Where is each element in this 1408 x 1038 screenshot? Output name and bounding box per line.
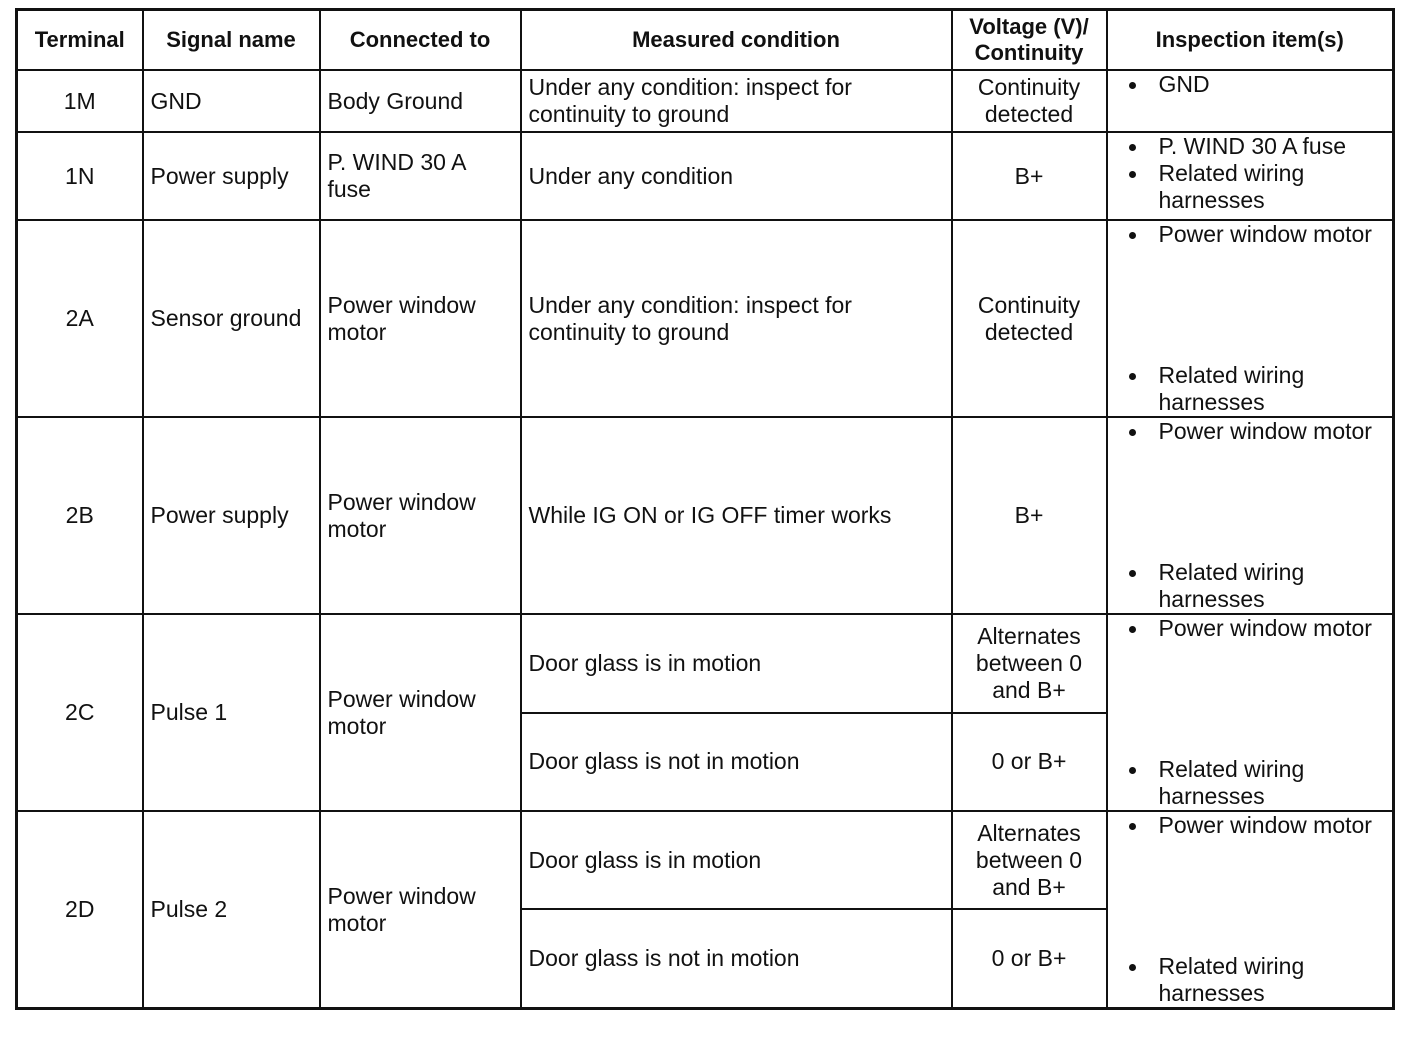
- bullet-icon: [1129, 171, 1136, 178]
- header-voltage-continuity: Voltage (V)/ Continuity: [952, 10, 1107, 71]
- inspection-cell: [1107, 220, 1394, 417]
- bullet-icon: [1129, 570, 1136, 577]
- header-measured-condition: Measured condition: [521, 10, 952, 71]
- inspection-item: Power window motor: [1115, 418, 1386, 445]
- inspection-cell: [1107, 70, 1394, 132]
- voltage-cell: 0 or B+: [952, 909, 1107, 1008]
- inspection-cell: [1107, 811, 1394, 1009]
- connected-cell: Power window motor: [320, 220, 521, 417]
- terminal-cell: 2C: [17, 614, 143, 811]
- signal-cell: Power supply: [143, 132, 320, 220]
- condition-cell: Under any condition: [521, 132, 952, 220]
- terminal-cell: 2A: [17, 220, 143, 417]
- inspection-item: P. WIND 30 A fuse: [1115, 133, 1386, 160]
- table-row: [17, 811, 1394, 909]
- condition-cell: Door glass is in motion: [521, 811, 952, 909]
- connected-cell: Power window motor: [320, 417, 521, 614]
- inspection-item: Related wiring harnesses: [1115, 756, 1386, 810]
- header-terminal: Terminal: [17, 10, 143, 71]
- inspection-item: Power window motor: [1115, 812, 1386, 839]
- header-row: [17, 10, 1394, 71]
- bullet-icon: [1129, 626, 1136, 633]
- connected-cell: Power window motor: [320, 614, 521, 811]
- inspection-item: Power window motor: [1115, 221, 1386, 248]
- table-row: [17, 220, 1394, 417]
- signal-cell: Sensor ground: [143, 220, 320, 417]
- inspection-item: Related wiring harnesses: [1115, 362, 1386, 416]
- header-inspection-items: Inspection item(s): [1107, 10, 1394, 71]
- bullet-icon: [1129, 373, 1136, 380]
- voltage-cell: Continuity detected: [952, 220, 1107, 417]
- condition-cell: While IG ON or IG OFF timer works: [521, 417, 952, 614]
- header-signal-name: Signal name: [143, 10, 320, 71]
- inspection-cell: [1107, 614, 1394, 811]
- bullet-icon: [1129, 82, 1136, 89]
- inspection-item: GND: [1115, 71, 1386, 98]
- terminal-spec-table: [15, 8, 1395, 1010]
- bullet-icon: [1129, 429, 1136, 436]
- condition-cell: Door glass is not in motion: [521, 909, 952, 1008]
- connected-cell: Body Ground: [320, 70, 521, 132]
- signal-cell: GND: [143, 70, 320, 132]
- voltage-cell: Continuity detected: [952, 70, 1107, 132]
- table-row: [17, 132, 1394, 220]
- inspection-item: Power window motor: [1115, 615, 1386, 642]
- inspection-cell: [1107, 132, 1394, 220]
- condition-cell: Door glass is in motion: [521, 614, 952, 713]
- condition-cell: Under any condition: inspect for continuity to ground: [521, 220, 952, 417]
- bullet-icon: [1129, 823, 1136, 830]
- terminal-cell: 1N: [17, 132, 143, 220]
- voltage-cell: 0 or B+: [952, 713, 1107, 812]
- bullet-icon: [1129, 144, 1136, 151]
- inspection-item: Related wiring harnesses: [1115, 559, 1386, 613]
- header-connected-to: Connected to: [320, 10, 521, 71]
- table-row: [17, 417, 1394, 614]
- table-row: [17, 70, 1394, 132]
- inspection-item: Related wiring harnesses: [1115, 953, 1386, 1007]
- bullet-icon: [1129, 964, 1136, 971]
- signal-cell: Power supply: [143, 417, 320, 614]
- terminal-cell: 2D: [17, 811, 143, 1009]
- voltage-cell: B+: [952, 417, 1107, 614]
- voltage-cell: Alternates between 0 and B+: [952, 811, 1107, 909]
- voltage-cell: B+: [952, 132, 1107, 220]
- condition-cell: Door glass is not in motion: [521, 713, 952, 812]
- inspection-cell: [1107, 417, 1394, 614]
- connected-cell: P. WIND 30 A fuse: [320, 132, 521, 220]
- table-row: [17, 614, 1394, 713]
- connected-cell: Power window motor: [320, 811, 521, 1009]
- terminal-cell: 2B: [17, 417, 143, 614]
- signal-cell: Pulse 1: [143, 614, 320, 811]
- inspection-item: Related wiring harnesses: [1115, 160, 1386, 214]
- voltage-cell: Alternates between 0 and B+: [952, 614, 1107, 713]
- terminal-cell: 1M: [17, 70, 143, 132]
- bullet-icon: [1129, 767, 1136, 774]
- condition-cell: Under any condition: inspect for continuity to ground: [521, 70, 952, 132]
- bullet-icon: [1129, 232, 1136, 239]
- signal-cell: Pulse 2: [143, 811, 320, 1009]
